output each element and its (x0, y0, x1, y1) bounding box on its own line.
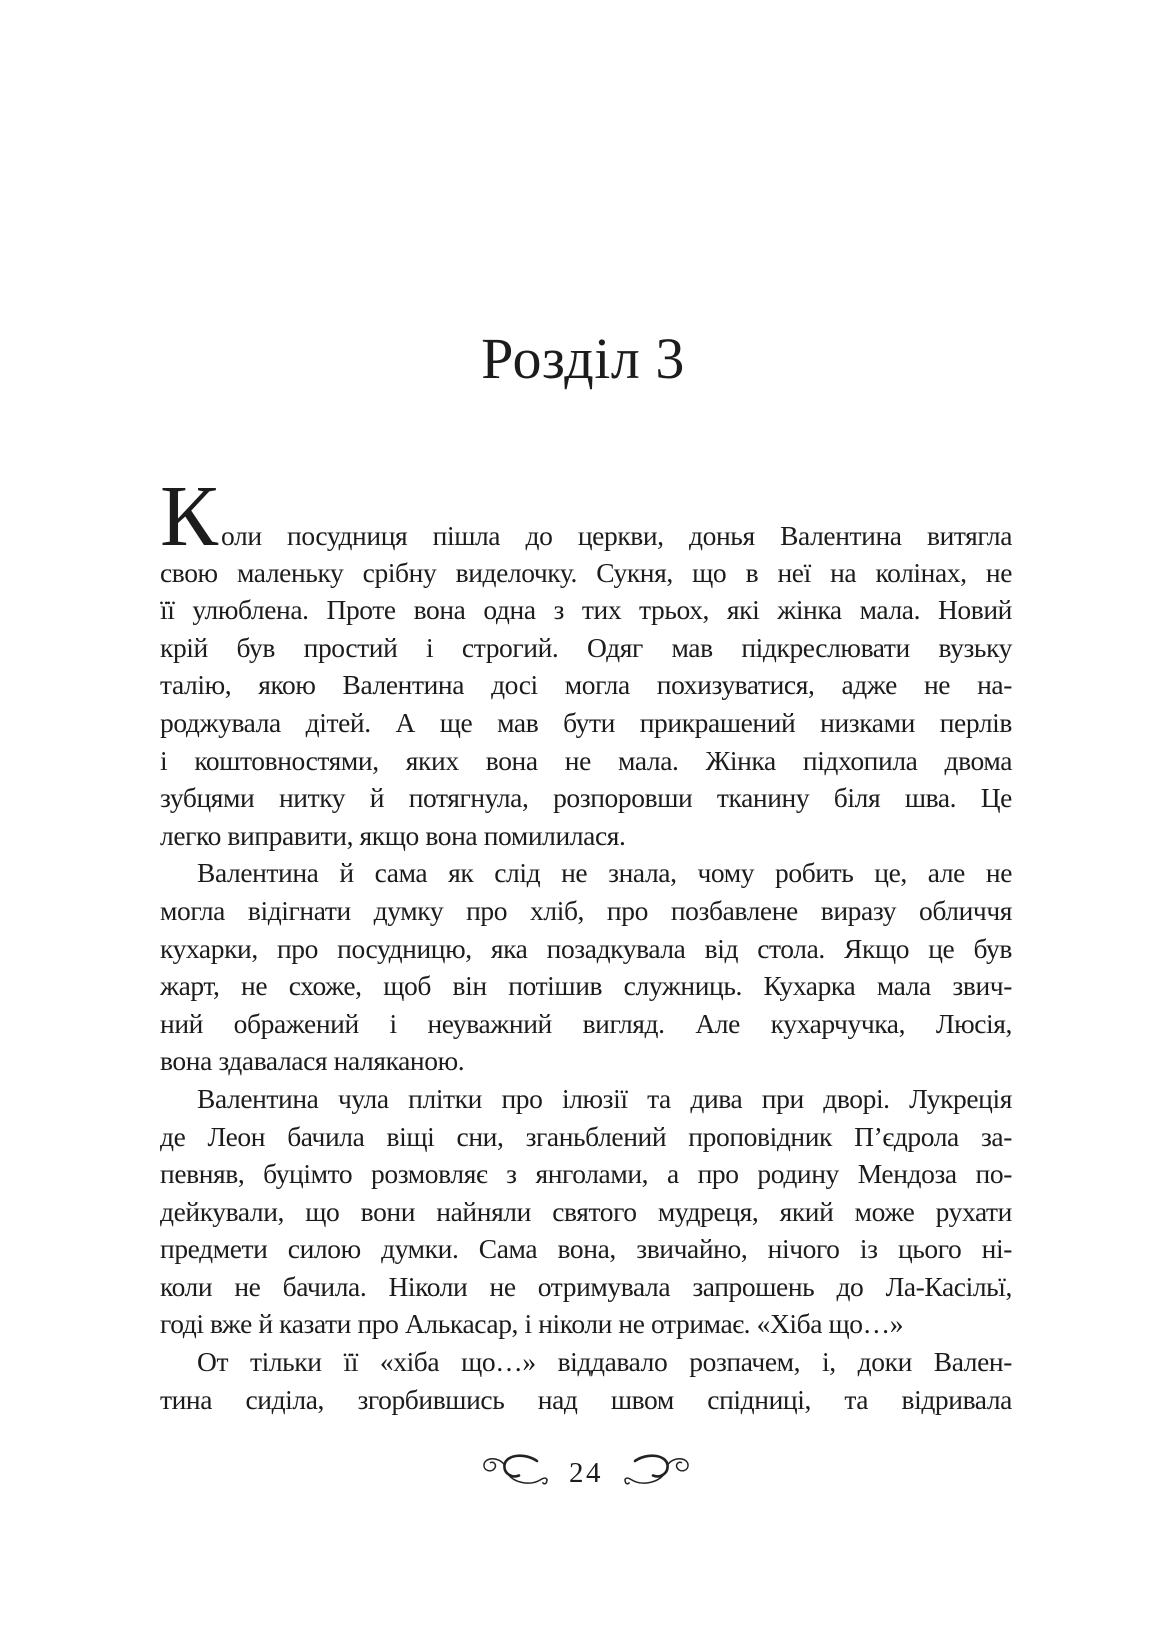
text-line: свою маленьку срібну виделочку. Сукня, що в неї на колінах, не (160, 556, 1012, 588)
text-line: вона здавалася наляканою. (160, 1045, 465, 1077)
text-line: тина сиділа, згорбившись над швом спідниці, та відривала (160, 1383, 1012, 1415)
text-line: крій був простий і строгий. Одяг мав підкреслювати вузьку (160, 631, 1012, 663)
text-body (160, 467, 1012, 1418)
text-line: ний ображений і неуважний вигляд. Але кухарчучка, Люсія, (160, 1007, 1012, 1039)
paragraph (160, 854, 1012, 1080)
text-line: де Леон бачила віщі сни, зганьблений проповідник П’єдрола за- (160, 1120, 1012, 1152)
text-line: зубцями нитку й потягнула, розпоровши тканину біля шва. Це (160, 782, 1012, 814)
text-line: кухарки, про посудницю, яка позадкувала від стола. Якщо це був (160, 932, 1012, 964)
paragraph (160, 1080, 1012, 1343)
text-line-content: оли посудниця пішла до церкви, донья Валентина витягла (221, 520, 1012, 551)
flourish-right-icon (623, 1454, 699, 1488)
page-number: 24 (569, 1456, 603, 1489)
text-line: її улюблена. Проте вона одна з тих трьох, які жінка мала. Новий (160, 594, 1012, 626)
paragraph (160, 467, 1012, 854)
drop-cap-initial: К (160, 467, 219, 564)
text-line: і коштовностями, яких вона не мала. Жінка підхопила двома (160, 744, 1012, 776)
text-line: роджувала дітей. А ще мав бути прикрашений низками перлів (160, 706, 1012, 738)
text-line (160, 467, 1012, 564)
chapter-title: Розділ 3 (481, 325, 685, 391)
text-line: талію, якою Валентина досі могла похизуватися, адже не на- (160, 669, 1012, 701)
text-line: могла відігнати думку про хліб, про позбавлене виразу обличчя (160, 894, 1012, 926)
text-line: Валентина чула плітки про ілюзії та дива при дворі. Лукреція (197, 1082, 1012, 1114)
text-line: жарт, не схоже, щоб він потішив служниць. Кухарка мала звич- (160, 970, 1012, 1002)
text-line: дейкували, що вони найняли святого мудреця, який може рухати (160, 1195, 1012, 1227)
flourish-left-icon (473, 1454, 549, 1488)
text-line: коли не бачила. Ніколи не отримувала запрошень до Ла-Касільї, (160, 1270, 1012, 1302)
text-line: певняв, буцімто розмовляє з янголами, а про родину Мендоза по- (160, 1158, 1012, 1190)
text-line: От тільки її «хіба що…» віддавало розпачем, і, доки Вален- (197, 1346, 1012, 1378)
text-line: предмети силою думки. Сама вона, звичайно, нічого із цього ні- (160, 1233, 1012, 1265)
text-line: годі вже й казати про Алькасар, і ніколи не отримає. «Хіба що…» (160, 1308, 904, 1340)
page-footer (160, 1450, 1012, 1492)
text-line: Валентина й сама як слід не знала, чому робить це, але не (197, 857, 1012, 889)
text-line: легко виправити, якщо вона помилилася. (160, 819, 626, 851)
paragraph (160, 1343, 1012, 1418)
